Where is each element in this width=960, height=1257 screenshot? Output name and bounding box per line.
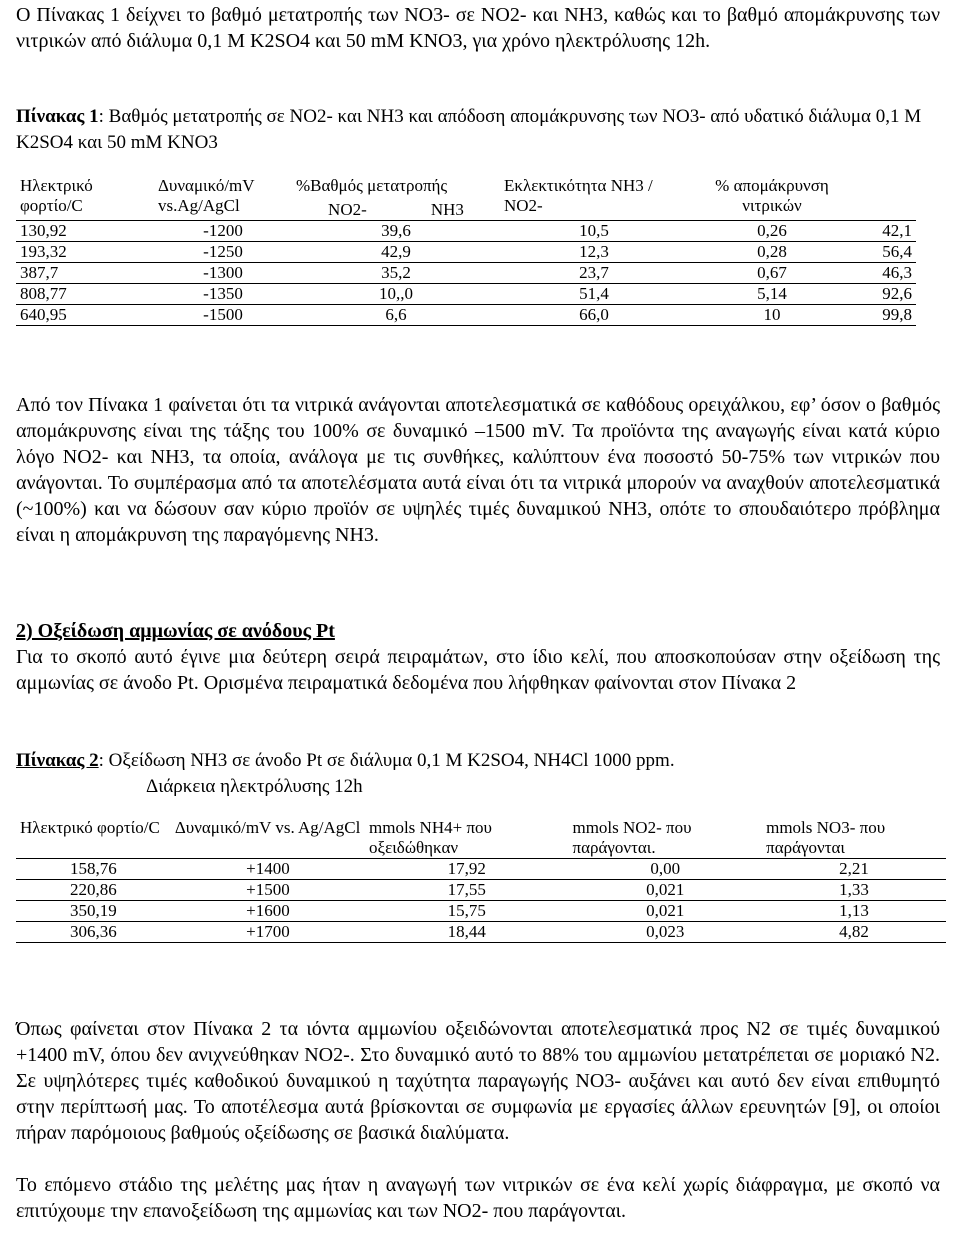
table1-cell: 42,1 bbox=[856, 221, 916, 242]
table1-caption bbox=[16, 104, 940, 156]
table2-cell: 0,021 bbox=[568, 901, 762, 922]
table2-cell: 158,76 bbox=[16, 859, 171, 880]
table1-cell: 0,26 bbox=[688, 221, 856, 242]
table2-row bbox=[16, 922, 946, 943]
table2-caption-line2: Διάρκεια ηλεκτρόλυσης 12h bbox=[146, 776, 363, 797]
table1-cell: -1250 bbox=[154, 242, 292, 263]
table1-body bbox=[16, 221, 916, 326]
col2-header-no2: mmols NO2- που παράγονται. bbox=[572, 818, 692, 857]
table2-row bbox=[16, 880, 946, 901]
table2-body bbox=[16, 859, 946, 943]
col2-header-no3: mmols NO3- που παράγονται bbox=[766, 818, 886, 857]
table1-cell: 66,0 bbox=[500, 305, 688, 326]
table2-cell: 1,13 bbox=[762, 901, 946, 922]
table1-cell: 193,32 bbox=[16, 242, 154, 263]
col-header-removal: % απομάκρυνση νιτρικών bbox=[715, 176, 829, 215]
table1-row bbox=[16, 221, 916, 242]
col-header-no2: NO2- bbox=[328, 200, 367, 219]
table1-cell: 46,3 bbox=[856, 263, 916, 284]
col2-header-charge: Ηλεκτρικό φορτίο/C bbox=[20, 818, 160, 837]
col2-header-potential: Δυναμικό/mV vs. Ag/AgCl bbox=[174, 818, 361, 837]
table2-cell: 0,023 bbox=[568, 922, 762, 943]
paragraph-next-step: Το επόμενο στάδιο της μελέτης μας ήταν η αναγωγή των νιτρικών σε ένα κελί χωρίς διάφραγμα, με σκοπό να επιτύχουμε την επανοξείδωση της αμμωνίας και των NO2- που παράγονται. bbox=[16, 1174, 940, 1222]
table1-cell: 640,95 bbox=[16, 305, 154, 326]
table2-row bbox=[16, 859, 946, 880]
table2-cell: 350,19 bbox=[16, 901, 171, 922]
table1-header-row bbox=[16, 176, 916, 221]
table1-cell: -1500 bbox=[154, 305, 292, 326]
col2-header-nh4: mmols NH4+ που οξειδώθηκαν bbox=[369, 818, 492, 857]
table2-caption-line1: : Οξείδωση NH3 σε άνοδο Pt σε διάλυμα 0,1 M K2SO4, NH4Cl 1000 ppm. bbox=[98, 750, 675, 771]
table2-cell: 17,55 bbox=[365, 880, 568, 901]
table1-cell: 0,28 bbox=[688, 242, 856, 263]
table2-cell: 17,92 bbox=[365, 859, 568, 880]
table2-header-row bbox=[16, 818, 946, 859]
paragraph-results-1: Από τον Πίνακα 1 φαίνεται ότι τα νιτρικά ανάγονται αποτελεσματικά σε καθόδους ορειχάλκου, εφ’ όσον ο βαθμός απομάκρυνσης είναι της τάξης του 100% σε δυναμικό –1500 mV. Τα προϊόντα της αναγωγής είναι κατά κύριο λόγο NO2- και NH3, τα οποία, ανάλογα με τις συνθήκες, καλύπτουν ένα ποσοστό 50-75% των νιτρικών που ανάγονται. Το συμπέρασμα από τα αποτελέσματα αυτά είναι ότι τα νιτρικά μπορούν να αναχθούν αποτελεσματικά (~100%) και να δώσουν σαν κύριο προϊόν σε υψηλές τιμές δυναμικού NH3, οπότε το σπουδαιότερο πρόβλημα είναι η απομάκρυνση της παραγόμενης NH3. bbox=[16, 394, 940, 546]
col-header-charge: Ηλεκτρικό φορτίο/C bbox=[20, 176, 93, 215]
table1-cell: 808,77 bbox=[16, 284, 154, 305]
table2-cell: 4,82 bbox=[762, 922, 946, 943]
table1-row bbox=[16, 305, 916, 326]
paragraph-table2-discussion: Όπως φαίνεται στον Πίνακα 2 τα ιόντα αμμωνίου οξειδώνονται αποτελεσματικά προς N2 σε τιμές δυναμικού +1400 mV, όπου δεν ανιχνεύθηκαν NO2-. Στο δυναμικό αυτό το 88% του αμμωνίου μετατρέπεται σε μοριακό N2. Σε υψηλότερες τιμές καθοδικού δυναμικού η ταχύτητα παραγωγής NO3- αυξάνει και αυτό δεν είναι επιθυμητό στην περίπτωσή μας. Το αποτέλεσμα αυτά βρίσκονται σε συμφωνία με εργασίες άλλων ερευνητών [9], οι οποίοι πήραν παρόμοιους βαθμούς οξείδωσης σε βασικά διαλύματα. bbox=[16, 1018, 940, 1144]
col-header-conversion bbox=[292, 176, 500, 221]
table2-cell: 306,36 bbox=[16, 922, 171, 943]
table2-cell: 0,021 bbox=[568, 880, 762, 901]
table1-cell: 10 bbox=[688, 305, 856, 326]
table1-cell: -1300 bbox=[154, 263, 292, 284]
table1-cell: 92,6 bbox=[856, 284, 916, 305]
table1-cell: 10,5 bbox=[500, 221, 688, 242]
table2-cell: +1600 bbox=[171, 901, 365, 922]
table2-cell: 15,75 bbox=[365, 901, 568, 922]
col-header-selectivity: Εκλεκτικότητα NH3 / NO2- bbox=[504, 176, 653, 215]
table1-cell: 39,6 bbox=[292, 221, 500, 242]
table1-cell: 10,,0 bbox=[292, 284, 500, 305]
table1-cell: -1200 bbox=[154, 221, 292, 242]
table1-cell: -1350 bbox=[154, 284, 292, 305]
table2-cell: +1500 bbox=[171, 880, 365, 901]
col-header-potential: Δυναμικό/mV vs.Ag/AgCl bbox=[158, 176, 255, 215]
table2-row bbox=[16, 901, 946, 922]
table1-caption-text: : Βαθμός μετατροπής σε NO2- και NH3 και απόδοση απομάκρυνσης των NO3- από υδατικό διάλυμα 0,1 M K2SO4 και 50 mM KNO3 bbox=[16, 106, 922, 153]
table1-cell: 99,8 bbox=[856, 305, 916, 326]
table1-cell: 35,2 bbox=[292, 263, 500, 284]
paragraph-section-2: Για το σκοπό αυτό έγινε μια δεύτερη σειρά πειραμάτων, στο ίδιο κελί, που αποσκοπούσαν στην οξείδωση της αμμωνίας σε άνοδο Pt. Ορισμένα πειραματικά δεδομένα που λήφθηκαν φαίνονται στον Πίνακα 2 bbox=[16, 646, 940, 694]
table1-cell: 0,67 bbox=[688, 263, 856, 284]
intro-paragraph: Ο Πίνακας 1 δείχνει το βαθμό μετατροπής των NO3- σε NO2- και NH3, καθώς και το βαθμό απομάκρυνσης των νιτρικών από διάλυμα 0,1 Μ K2SO4 και 50 mM KNO3, για χρόνο ηλεκτρόλυσης 12h. bbox=[16, 4, 940, 52]
table2-cell: 1,33 bbox=[762, 880, 946, 901]
table2-cell: 0,00 bbox=[568, 859, 762, 880]
table1-cell: 12,3 bbox=[500, 242, 688, 263]
table1-cell: 5,14 bbox=[688, 284, 856, 305]
table2 bbox=[16, 818, 946, 943]
table2-cell: 18,44 bbox=[365, 922, 568, 943]
table1-label: Πίνακας 1 bbox=[16, 106, 99, 127]
table1-cell: 130,92 bbox=[16, 221, 154, 242]
table2-cell: +1400 bbox=[171, 859, 365, 880]
table1-cell: 51,4 bbox=[500, 284, 688, 305]
col-header-nh3: NH3 bbox=[430, 200, 464, 219]
section-2-heading: 2) Οξείδωση αμμωνίας σε ανόδους Pt bbox=[16, 620, 335, 642]
table1-cell: 42,9 bbox=[292, 242, 500, 263]
table1-row bbox=[16, 284, 916, 305]
table1-cell: 23,7 bbox=[500, 263, 688, 284]
table2-cell: 2,21 bbox=[762, 859, 946, 880]
table2-label: Πίνακας 2 bbox=[16, 750, 99, 771]
table1-cell: 387,7 bbox=[16, 263, 154, 284]
table1-cell: 56,4 bbox=[856, 242, 916, 263]
table2-cell: +1700 bbox=[171, 922, 365, 943]
table1 bbox=[16, 176, 916, 326]
conversion-label: %Βαθμός μετατροπής bbox=[296, 176, 448, 195]
table1-cell: 6,6 bbox=[292, 305, 500, 326]
table1-row bbox=[16, 263, 916, 284]
table2-cell: 220,86 bbox=[16, 880, 171, 901]
table1-row bbox=[16, 242, 916, 263]
table2-caption bbox=[16, 748, 940, 800]
